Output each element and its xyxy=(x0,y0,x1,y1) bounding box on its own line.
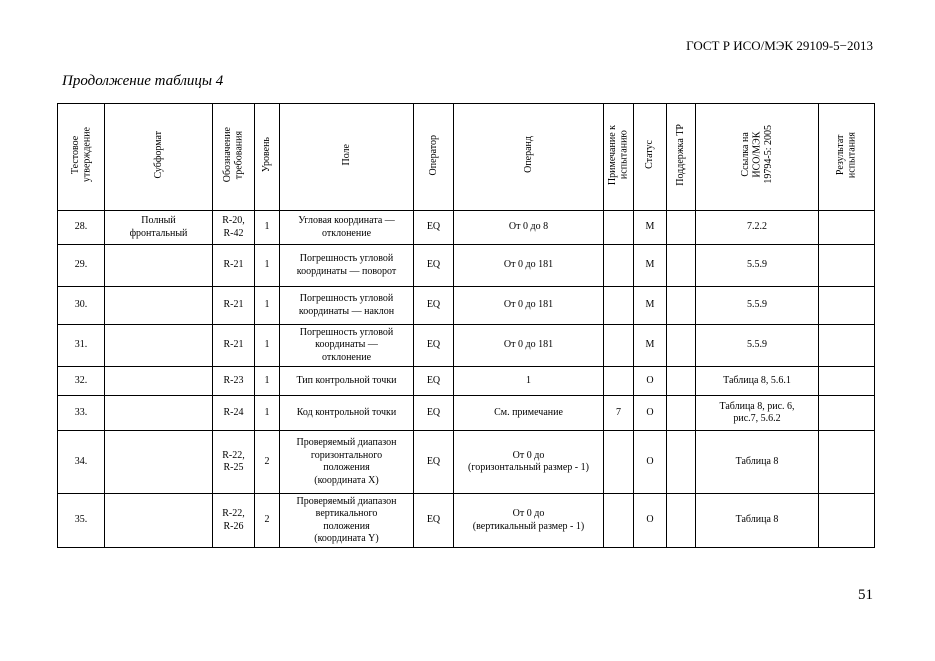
cell-level: 2 xyxy=(255,431,280,494)
column-header-operator: Оператор xyxy=(414,104,454,211)
cell-tp-support xyxy=(667,245,696,287)
cell-operand: От 0 до 8 xyxy=(454,211,604,245)
cell-operator: EQ xyxy=(414,245,454,287)
cell-level: 1 xyxy=(255,211,280,245)
cell-tp-support xyxy=(667,431,696,494)
cell-test-note xyxy=(604,245,634,287)
cell-test-number: 35. xyxy=(58,494,105,548)
cell-field: Тип контрольной точки xyxy=(280,367,414,396)
cell-field: Проверяемый диапазон вертикального положения (координата Y) xyxy=(280,494,414,548)
column-header-tp-support: Поддержка ТР xyxy=(667,104,696,211)
cell-field: Проверяемый диапазон горизонтального положения (координата X) xyxy=(280,431,414,494)
cell-status: O xyxy=(634,367,667,396)
cell-requirement-id: R-21 xyxy=(213,245,255,287)
table-row xyxy=(58,325,875,367)
cell-test-note xyxy=(604,494,634,548)
cell-test-result xyxy=(819,245,875,287)
cell-operator: EQ xyxy=(414,367,454,396)
column-header-reference: Ссылка на ИСО/МЭК 19794-5: 2005 xyxy=(696,104,819,211)
cell-level: 1 xyxy=(255,245,280,287)
requirements-table xyxy=(57,103,875,548)
cell-requirement-id: R-22, R-25 xyxy=(213,431,255,494)
cell-subformat xyxy=(105,367,213,396)
cell-test-number: 29. xyxy=(58,245,105,287)
cell-operand: 1 xyxy=(454,367,604,396)
cell-subformat xyxy=(105,396,213,431)
cell-status: O xyxy=(634,431,667,494)
table-row xyxy=(58,367,875,396)
cell-status: M xyxy=(634,325,667,367)
cell-operand: От 0 до (горизонтальный размер - 1) xyxy=(454,431,604,494)
cell-test-note xyxy=(604,211,634,245)
cell-field: Код контрольной точки xyxy=(280,396,414,431)
cell-requirement-id: R-21 xyxy=(213,325,255,367)
cell-operand: От 0 до 181 xyxy=(454,287,604,325)
cell-test-result xyxy=(819,431,875,494)
column-header-test-result: Результат испытания xyxy=(819,104,875,211)
cell-test-number: 33. xyxy=(58,396,105,431)
cell-subformat xyxy=(105,325,213,367)
cell-level: 2 xyxy=(255,494,280,548)
cell-operand: От 0 до 181 xyxy=(454,245,604,287)
cell-test-result xyxy=(819,287,875,325)
column-header-field: Поле xyxy=(280,104,414,211)
cell-test-note xyxy=(604,431,634,494)
cell-field: Погрешность угловой координаты — отклонение xyxy=(280,325,414,367)
cell-status: M xyxy=(634,211,667,245)
page-number: 51 xyxy=(858,587,873,603)
cell-level: 1 xyxy=(255,287,280,325)
table-caption: Продолжение таблицы 4 xyxy=(62,73,224,89)
cell-operand: См. примечание xyxy=(454,396,604,431)
cell-reference: 5.5.9 xyxy=(696,287,819,325)
cell-test-result xyxy=(819,494,875,548)
cell-requirement-id: R-22, R-26 xyxy=(213,494,255,548)
table-row xyxy=(58,431,875,494)
cell-requirement-id: R-23 xyxy=(213,367,255,396)
table-row xyxy=(58,494,875,548)
cell-test-number: 32. xyxy=(58,367,105,396)
cell-tp-support xyxy=(667,211,696,245)
column-header-status: Статус xyxy=(634,104,667,211)
cell-test-note xyxy=(604,287,634,325)
cell-test-result xyxy=(819,396,875,431)
cell-requirement-id: R-20, R-42 xyxy=(213,211,255,245)
cell-subformat xyxy=(105,431,213,494)
cell-tp-support xyxy=(667,396,696,431)
table-row xyxy=(58,211,875,245)
cell-level: 1 xyxy=(255,325,280,367)
cell-reference: 5.5.9 xyxy=(696,325,819,367)
cell-tp-support xyxy=(667,494,696,548)
cell-operand: От 0 до (вертикальный размер - 1) xyxy=(454,494,604,548)
table-header-row xyxy=(58,104,875,211)
cell-tp-support xyxy=(667,367,696,396)
cell-operator: EQ xyxy=(414,431,454,494)
cell-operand: От 0 до 181 xyxy=(454,325,604,367)
cell-level: 1 xyxy=(255,367,280,396)
column-header-test-note: Примечание к испытанию xyxy=(604,104,634,211)
cell-status: M xyxy=(634,287,667,325)
cell-operator: EQ xyxy=(414,287,454,325)
table-row xyxy=(58,396,875,431)
cell-test-result xyxy=(819,325,875,367)
table-row xyxy=(58,287,875,325)
cell-test-number: 34. xyxy=(58,431,105,494)
cell-test-result xyxy=(819,367,875,396)
cell-subformat: Полный фронтальный xyxy=(105,211,213,245)
cell-status: O xyxy=(634,494,667,548)
table-row xyxy=(58,245,875,287)
column-header-level: Уровень xyxy=(255,104,280,211)
cell-test-result xyxy=(819,211,875,245)
cell-reference: 7.2.2 xyxy=(696,211,819,245)
cell-requirement-id: R-24 xyxy=(213,396,255,431)
cell-subformat xyxy=(105,494,213,548)
document-header: ГОСТ Р ИСО/МЭК 29109-5−2013 xyxy=(686,38,873,53)
cell-field: Угловая координата — отклонение xyxy=(280,211,414,245)
cell-operator: EQ xyxy=(414,325,454,367)
column-header-test-statement: Тестовое утверждение xyxy=(58,104,105,211)
column-header-requirement-id: Обозначение требования xyxy=(213,104,255,211)
cell-test-note xyxy=(604,367,634,396)
cell-reference: Таблица 8, 5.6.1 xyxy=(696,367,819,396)
cell-operator: EQ xyxy=(414,396,454,431)
cell-reference: Таблица 8 xyxy=(696,494,819,548)
cell-reference: 5.5.9 xyxy=(696,245,819,287)
cell-subformat xyxy=(105,287,213,325)
cell-reference: Таблица 8, рис. 6, рис.7, 5.6.2 xyxy=(696,396,819,431)
cell-level: 1 xyxy=(255,396,280,431)
cell-operator: EQ xyxy=(414,494,454,548)
cell-test-number: 30. xyxy=(58,287,105,325)
cell-reference: Таблица 8 xyxy=(696,431,819,494)
cell-operator: EQ xyxy=(414,211,454,245)
cell-test-note xyxy=(604,325,634,367)
cell-test-note: 7 xyxy=(604,396,634,431)
cell-tp-support xyxy=(667,287,696,325)
cell-status: O xyxy=(634,396,667,431)
cell-subformat xyxy=(105,245,213,287)
cell-test-number: 28. xyxy=(58,211,105,245)
cell-test-number: 31. xyxy=(58,325,105,367)
cell-requirement-id: R-21 xyxy=(213,287,255,325)
cell-tp-support xyxy=(667,325,696,367)
column-header-subformat: Субформат xyxy=(105,104,213,211)
cell-status: M xyxy=(634,245,667,287)
cell-field: Погрешность угловой координаты — наклон xyxy=(280,287,414,325)
column-header-operand: Операнд xyxy=(454,104,604,211)
cell-field: Погрешность угловой координаты — поворот xyxy=(280,245,414,287)
